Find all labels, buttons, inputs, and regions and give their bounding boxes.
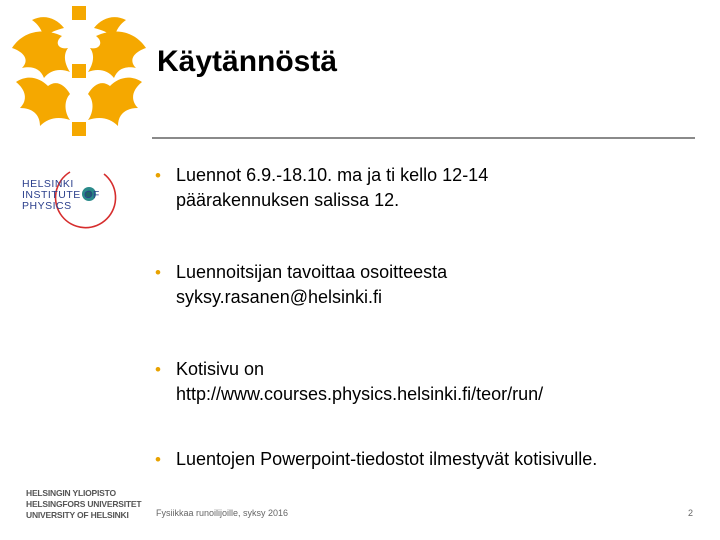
email-link[interactable]: syksy.rasanen@helsinki.fi — [176, 287, 383, 307]
bullet-homepage — [155, 357, 705, 407]
university-wordmark — [26, 488, 141, 521]
bullet-text: Luennoitsijan tavoittaa osoitteesta — [176, 262, 448, 282]
bullet-icon: • — [155, 360, 161, 379]
university-name-sv: HELSINGFORS UNIVERSITET — [26, 499, 142, 509]
university-name-fi: HELSINGIN YLIOPISTO — [26, 488, 116, 498]
bullet-icon: • — [155, 450, 161, 469]
bullet-icon: • — [155, 166, 161, 185]
homepage-link[interactable]: http://www.courses.physics.helsinki.fi/teor/run/ — [176, 384, 544, 404]
bullet-lectures — [155, 163, 705, 213]
slide-title: Käytännöstä — [157, 45, 338, 78]
bullet-list — [155, 163, 705, 472]
university-flame-logo — [4, 4, 154, 144]
page-number: 2 — [688, 508, 694, 518]
bullet-text: Luentojen Powerpoint-tiedostot ilmestyvät kotisivulle. — [176, 449, 598, 469]
bullet-contact — [155, 260, 705, 310]
institute-logo-line3: PHYSICS — [22, 200, 72, 212]
bullet-text: Luennot 6.9.-18.10. ma ja ti kello 12-14 — [176, 165, 489, 185]
institute-logo-line2: INSTITUTE OF — [22, 189, 100, 201]
university-name-en: UNIVERSITY OF HELSINKI — [26, 510, 129, 520]
institute-logo — [8, 156, 128, 232]
title-divider — [152, 137, 695, 139]
bullet-text: Kotisivu on — [176, 359, 265, 379]
bullet-icon: • — [155, 263, 161, 282]
bullet-text: päärakennuksen salissa 12. — [176, 190, 400, 210]
bullet-slides — [155, 447, 705, 472]
footer-course-name: Fysiikkaa runoilijoille, syksy 2016 — [156, 508, 289, 518]
institute-logo-line1: HELSINKI — [22, 178, 74, 190]
